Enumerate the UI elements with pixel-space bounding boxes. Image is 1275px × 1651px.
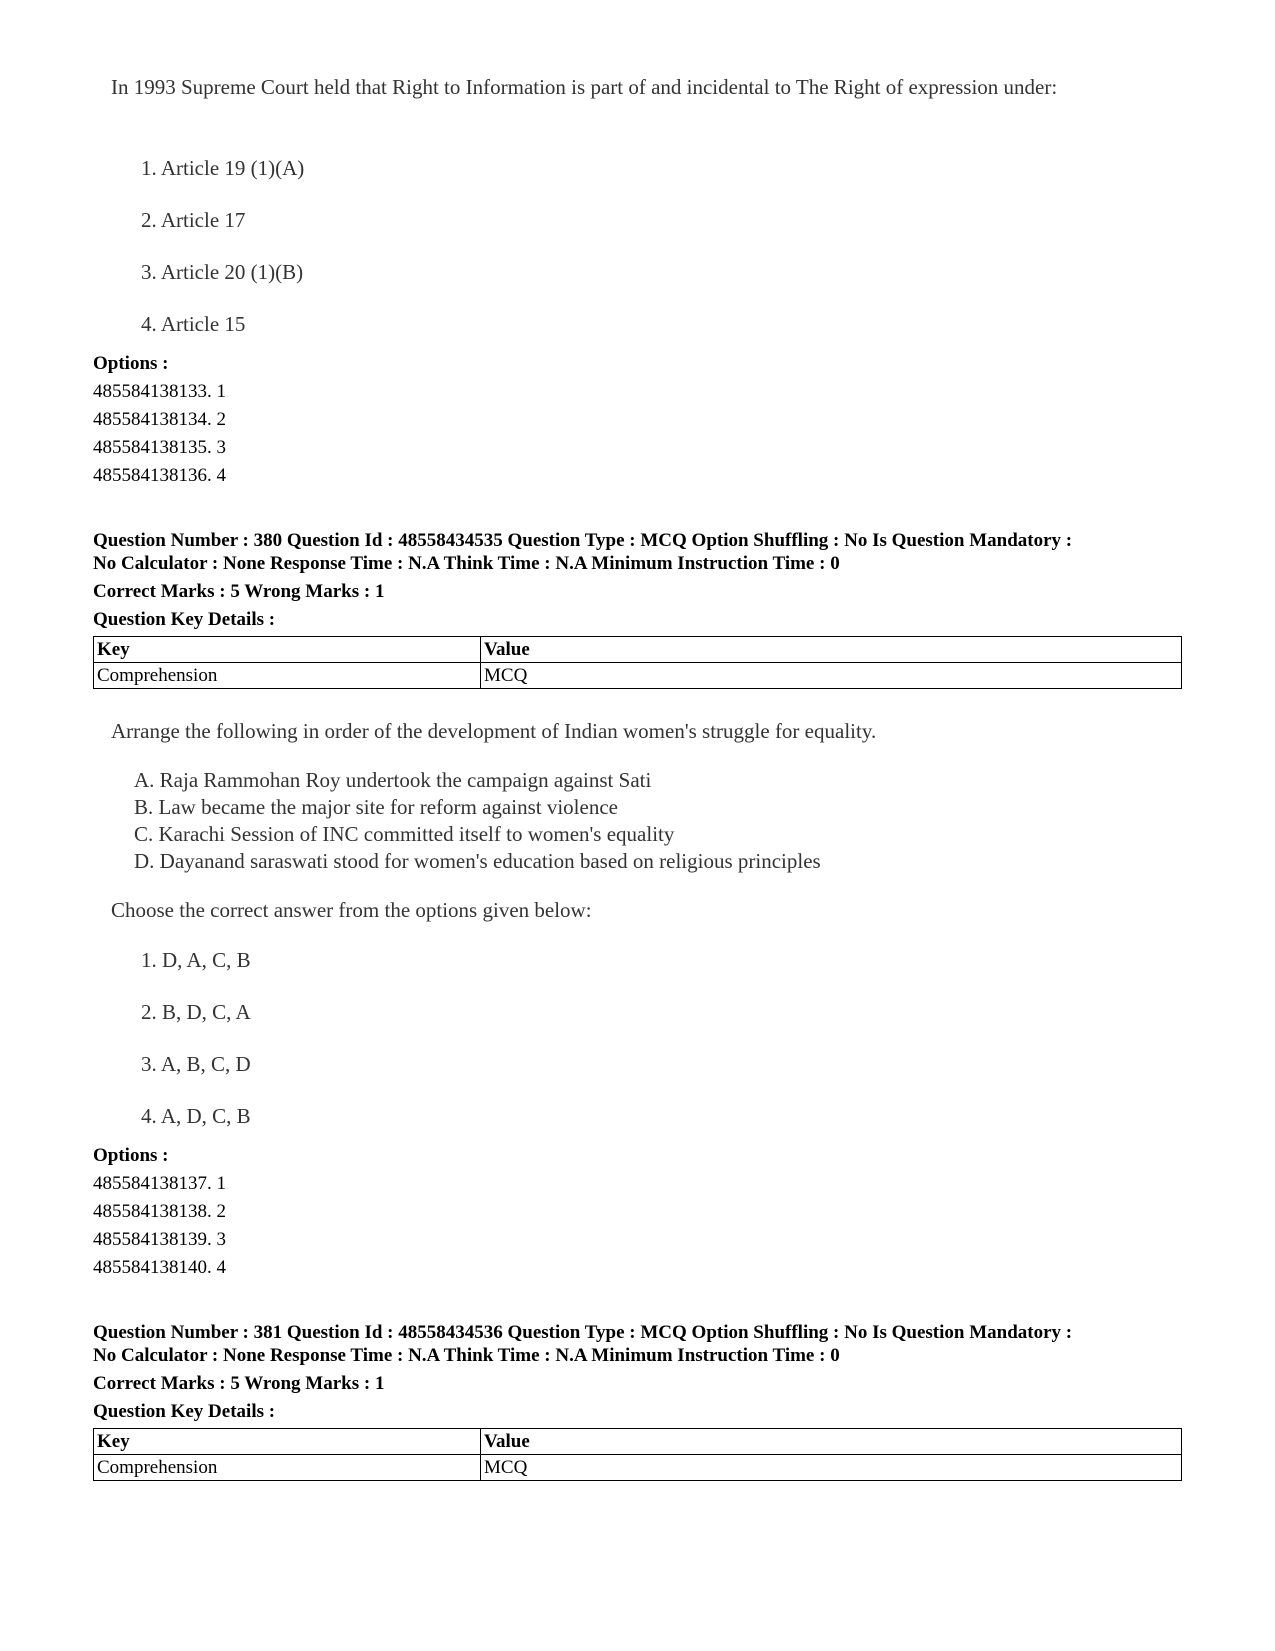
option-id: 485584138136. 4 [93,465,226,486]
table-cell: Comprehension [94,663,481,689]
option-id: 485584138133. 1 [93,381,226,402]
key-details-table [93,1428,1182,1481]
marks-line: Correct Marks : 5 Wrong Marks : 1 [93,581,385,602]
key-details-label: Question Key Details : [93,1401,276,1422]
answer-choice: 2. B, D, C, A [141,1000,251,1024]
table-header-cell: Value [481,1429,1182,1455]
question-text: In 1993 Supreme Court held that Right to Information is part of and incidental to The Right of expression under: [111,75,1058,99]
option-id: 485584138137. 1 [93,1173,226,1194]
table-header-row [94,1429,1182,1455]
options-label: Options : [93,1145,169,1166]
table-header-row [94,637,1182,663]
answer-choice: 3. A, B, C, D [141,1052,251,1076]
key-details-label: Question Key Details : [93,609,276,630]
marks-line: Correct Marks : 5 Wrong Marks : 1 [93,1373,385,1394]
table-cell: MCQ [481,1455,1182,1481]
answer-choice: 4. A, D, C, B [141,1104,251,1128]
answer-choice: 4. Article 15 [141,312,246,336]
question-meta-line: Question Number : 380 Question Id : 48558434535 Question Type : MCQ Option Shuffling : No Is Question Mandatory : [93,530,1073,551]
option-id: 485584138134. 2 [93,409,226,430]
table-header-cell: Key [94,637,481,663]
answer-choice: 3. Article 20 (1)(B) [141,260,304,284]
answer-choice: 2. Article 17 [141,208,246,232]
option-id: 485584138139. 3 [93,1229,226,1250]
option-id: 485584138140. 4 [93,1257,226,1278]
table-cell: Comprehension [94,1455,481,1481]
question-text: Arrange the following in order of the development of Indian women's struggle for equality. [111,719,877,743]
question-meta-line: Question Number : 381 Question Id : 48558434536 Question Type : MCQ Option Shuffling : No Is Question Mandatory : [93,1322,1073,1343]
statement-item: C. Karachi Session of INC committed itself to women's equality [134,822,675,846]
statement-item: B. Law became the major site for reform against violence [134,795,618,819]
option-id: 485584138138. 2 [93,1201,226,1222]
option-id: 485584138135. 3 [93,437,226,458]
table-header-cell: Key [94,1429,481,1455]
statement-item: D. Dayanand saraswati stood for women's education based on religious principles [134,849,821,873]
question-meta-line: No Calculator : None Response Time : N.A Think Time : N.A Minimum Instruction Time : 0 [93,553,840,574]
answer-choice: 1. D, A, C, B [141,948,251,972]
table-row [94,663,1182,689]
answer-choice: 1. Article 19 (1)(A) [141,156,305,180]
table-header-cell: Value [481,637,1182,663]
statement-item: A. Raja Rammohan Roy undertook the campaign against Sati [134,768,652,792]
table-cell: MCQ [481,663,1182,689]
options-label: Options : [93,353,169,374]
question-meta-line: No Calculator : None Response Time : N.A Think Time : N.A Minimum Instruction Time : 0 [93,1345,840,1366]
table-row [94,1455,1182,1481]
instruction-text: Choose the correct answer from the options given below: [111,898,592,922]
key-details-table [93,636,1182,689]
